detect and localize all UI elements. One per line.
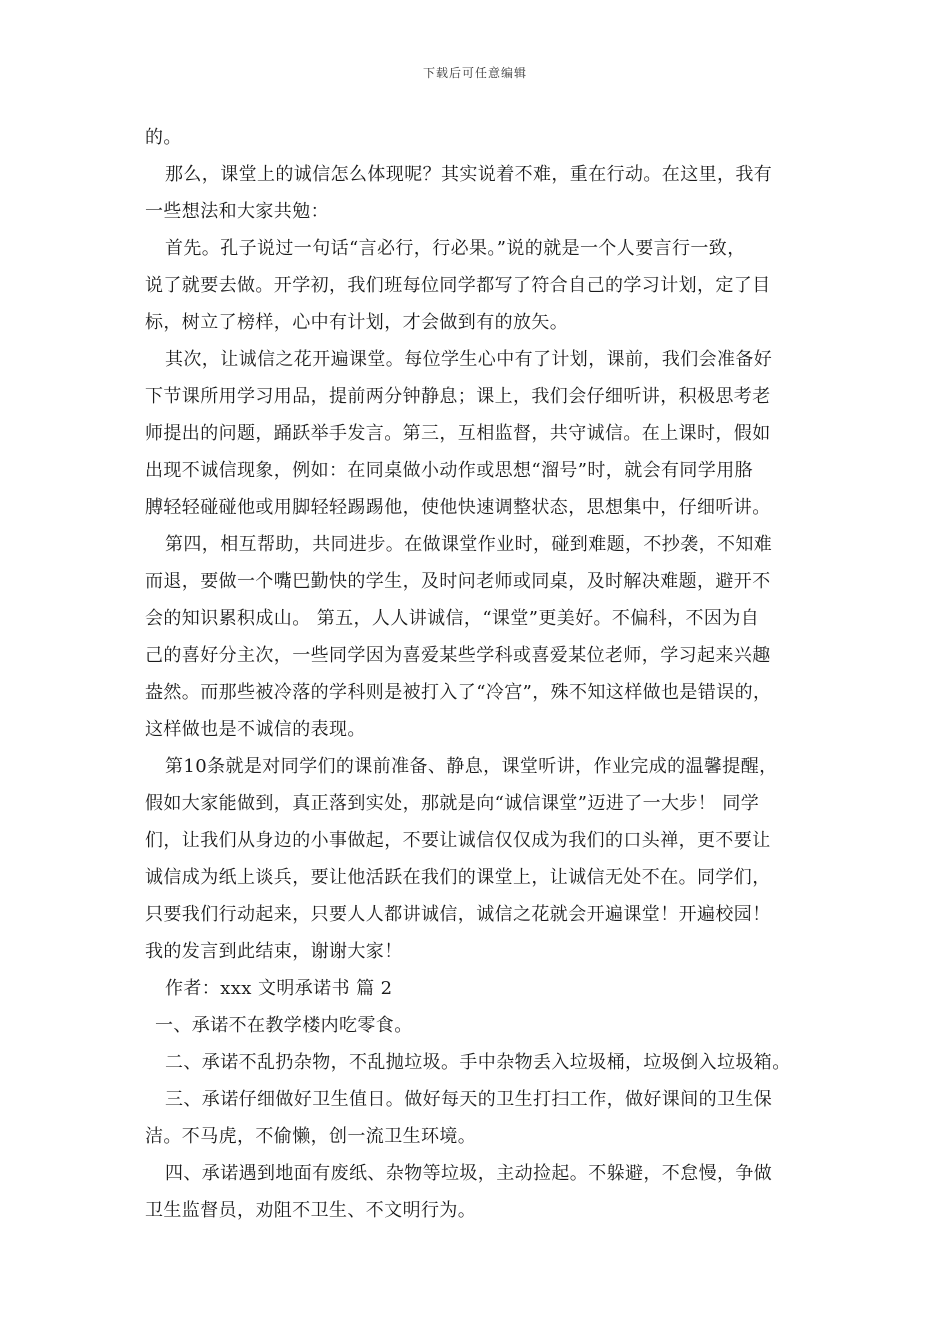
text-line: 第四，相互帮助，共同进步。在做课堂作业时，碰到难题，不抄袭，不知难 [165,534,773,555]
text-line: 这样做也是不诚信的表现。 [145,719,366,740]
text-line: 师提出的问题，踊跃举手发言。第三，互相监督，共守诚信。在上课时，假如 [145,423,771,444]
text-line: 一、承诺不在教学楼内吃零食。 [155,1015,413,1036]
text-line: 会的知识累积成山。 第五，人人讲诚信，“课堂”更美好。不偏科，不因为自 [145,608,760,629]
text-line: 说了就要去做。开学初，我们班每位同学都写了符合自己的学习计划，定了目 [145,275,771,296]
text-line: 卫生监督员，劝阻不卫生、不文明行为。 [145,1200,477,1221]
text-line: 们，让我们从身边的小事做起，不要让诚信仅仅成为我们的口头禅，更不要让 [145,830,771,851]
text-line: 一些想法和大家共勉： [145,201,329,222]
text-line: 其次，让诚信之花开遍课堂。每位学生心中有了计划，课前，我们会准备好 [165,349,773,370]
text-line: 我的发言到此结束，谢谢大家！ [145,941,403,962]
text-line: 二、承诺不乱扔杂物，不乱抛垃圾。手中杂物丢入垃圾桶，垃圾倒入垃圾箱。 [165,1052,791,1073]
text-line: 首先。孔子说过一句话“言必行，行必果。”说的就是一个人要言行一致， [165,238,746,259]
text-line: 下节课所用学习用品，提前两分钟静息；课上，我们会仔细听讲，积极思考老 [145,386,771,407]
text-line: 洁。不马虎，不偷懒，创一流卫生环境。 [145,1126,477,1147]
text-line: 己的喜好分主次，一些同学因为喜爱某些学科或喜爱某位老师，学习起来兴趣 [145,645,771,666]
text-line: 四、承诺遇到地面有废纸、杂物等垃圾，主动捡起。不躲避，不怠慢，争做 [165,1163,773,1184]
text-line: 假如大家能做到，真正落到实处，那就是向“诚信课堂”迈进了一大步！ 同学 [145,793,760,814]
text-line: 标，树立了榜样，心中有计划，才会做到有的放矢。 [145,312,569,333]
text-line: 作者：xxx 文明承诺书 篇 2 [165,978,393,999]
text-line: 三、承诺仔细做好卫生值日。做好每天的卫生打扫工作，做好课间的卫生保 [165,1089,773,1110]
text-line: 第10条就是对同学们的课前准备、静息，课堂听讲，作业完成的温馨提醒， [165,756,778,777]
text-line: 那么，课堂上的诚信怎么体现呢？其实说着不难，重在行动。在这里，我有 [165,164,773,185]
text-line: 盎然。而那些被冷落的学科则是被打入了“冷宫”，殊不知这样做也是错误的， [145,682,772,703]
text-line: 诚信成为纸上谈兵，要让他活跃在我们的课堂上，让诚信无处不在。同学们， [145,867,771,888]
document-body [145,119,810,1229]
text-line: 而退，要做一个嘴巴勤快的学生，及时问老师或同桌，及时解决难题，避开不 [145,571,771,592]
text-line: 出现不诚信现象，例如：在同桌做小动作或思想“溜号”时，就会有同学用胳 [145,460,754,481]
text-line: 膊轻轻碰碰他或用脚轻轻踢踢他，使他快速调整状态，思想集中，仔细听讲。 [145,497,771,518]
text-line: 只要我们行动起来，只要人人都讲诚信，诚信之花就会开遍课堂！开遍校园！ [145,904,771,925]
text-line: 的。 [145,127,182,148]
page-header: 下载后可任意编辑 [422,66,527,80]
